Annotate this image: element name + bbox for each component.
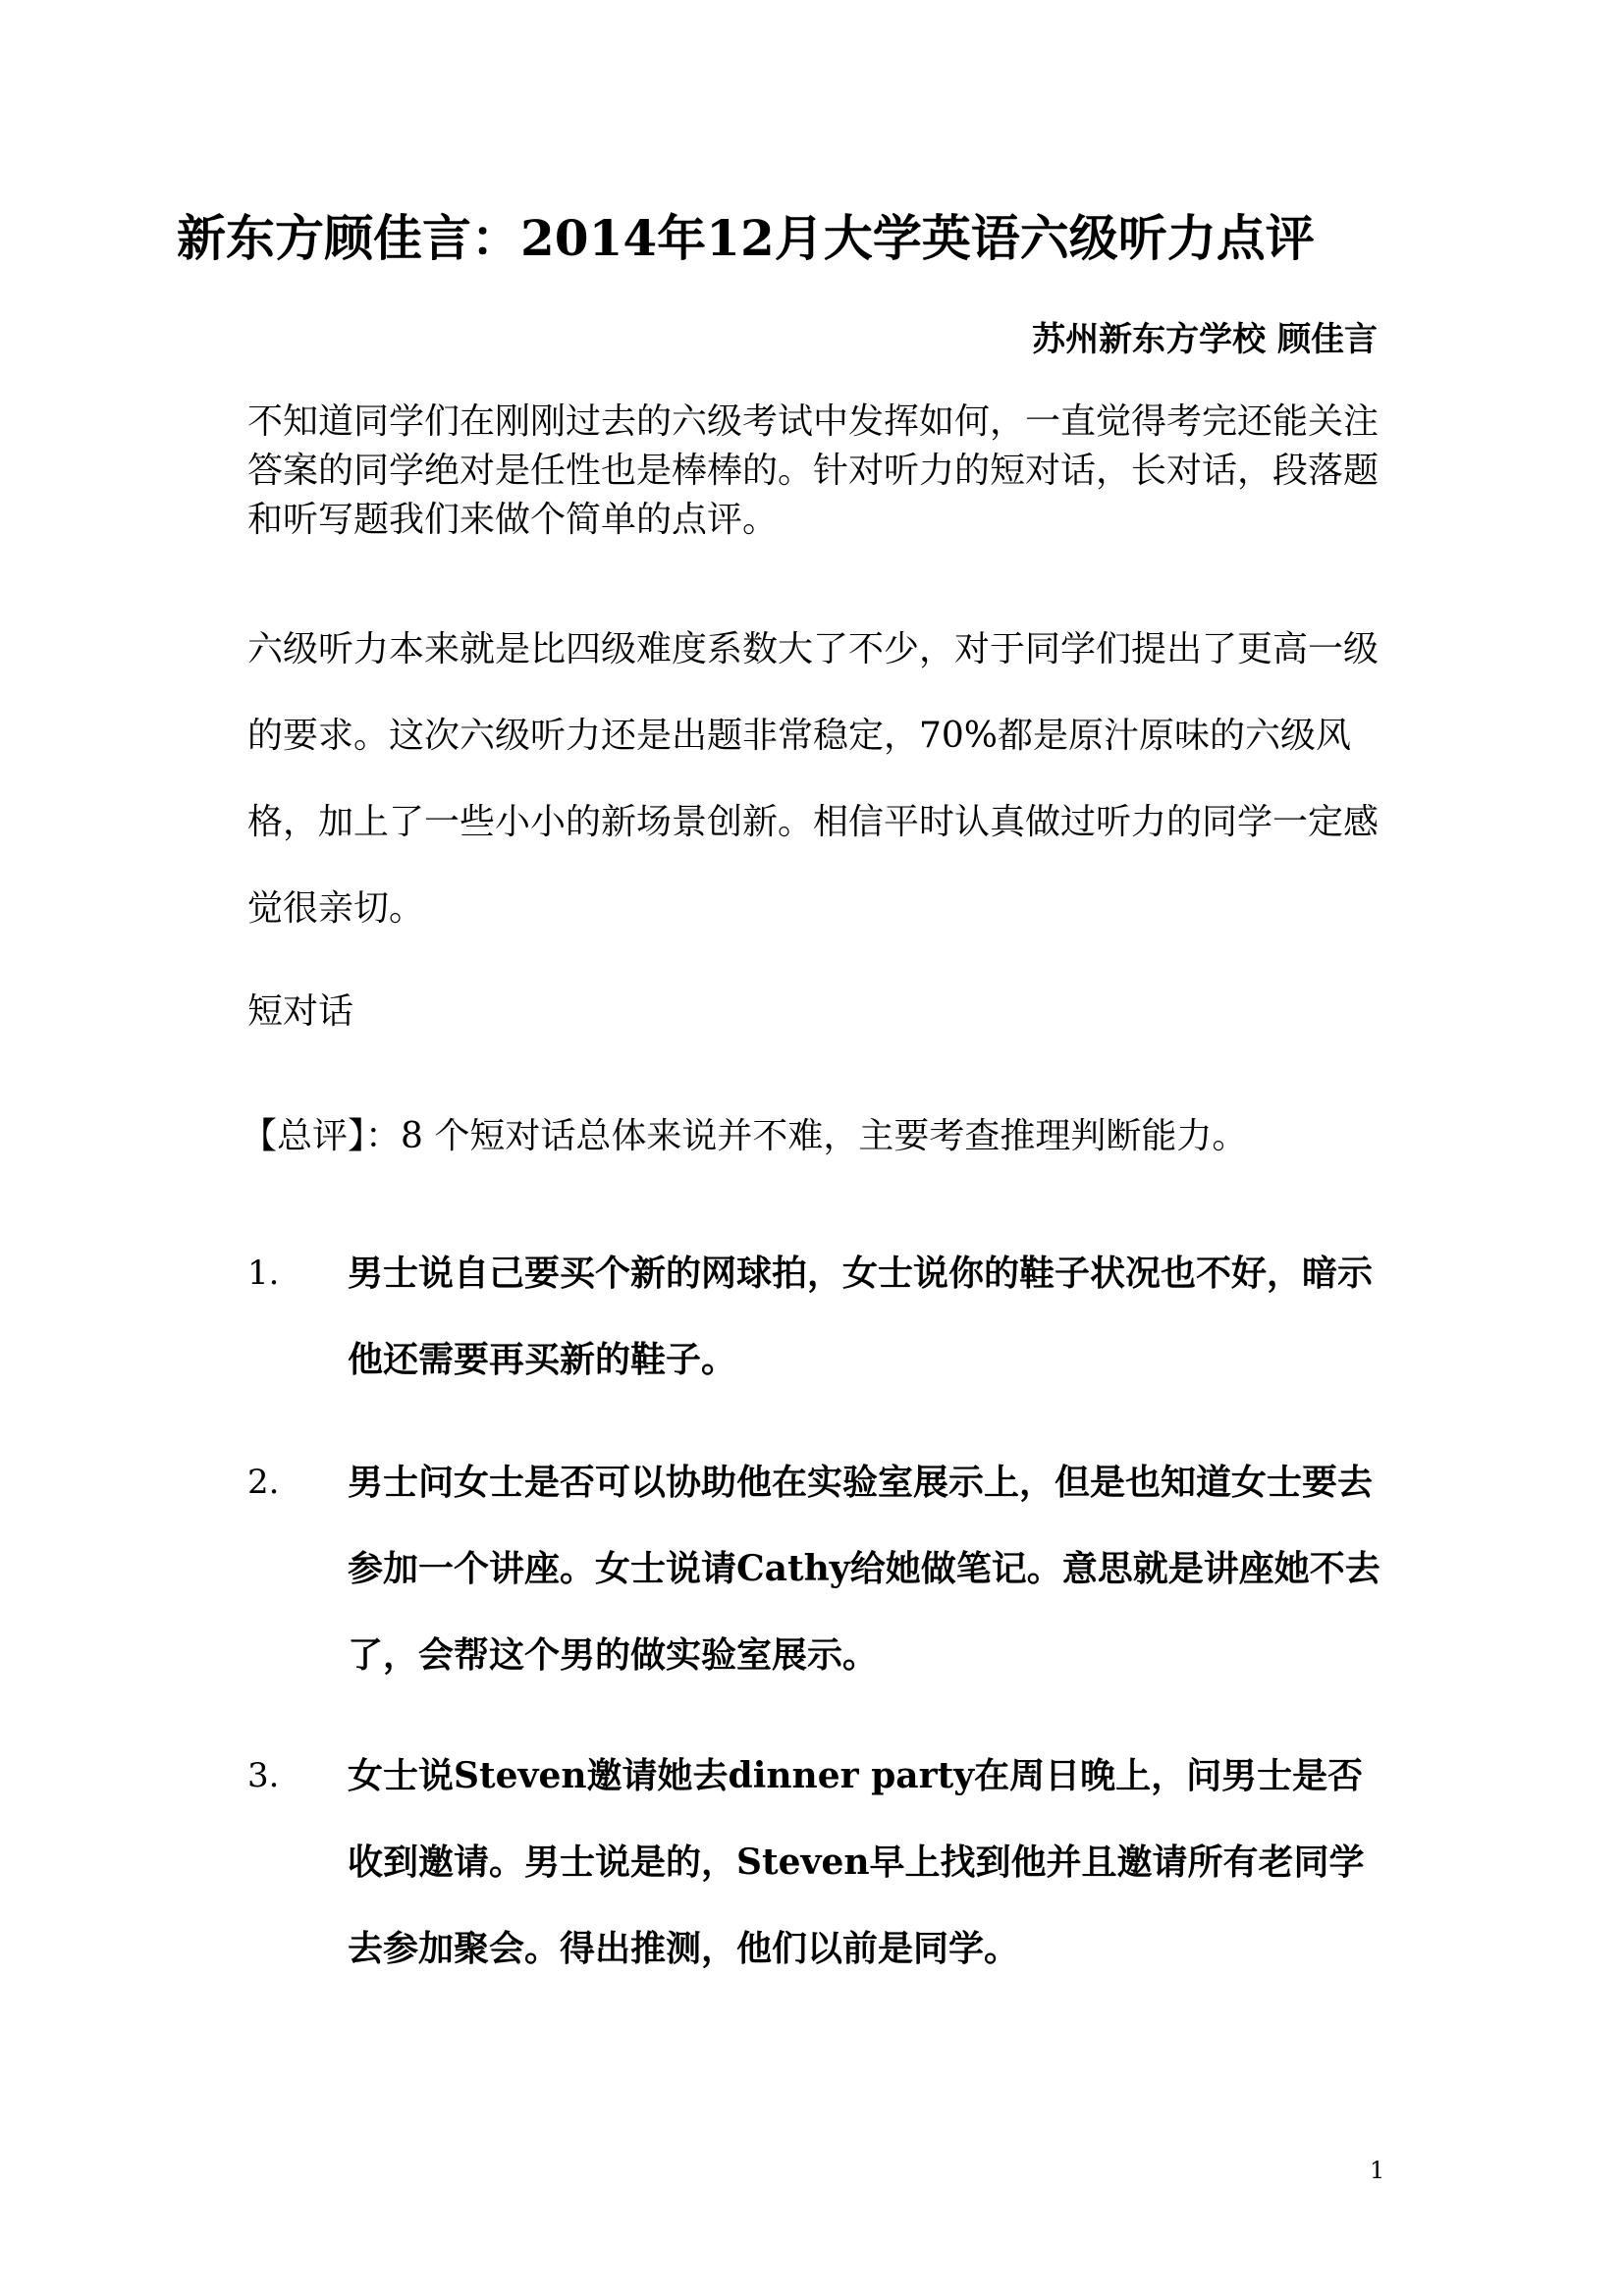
intro-paragraph: 不知道同学们在刚刚过去的六级考试中发挥如何，一直觉得考完还能关注答案的同学绝对是任性也是棒棒的。针对听力的短对话，长对话，段落题和听写题我们来做个简单的点评。 bbox=[247, 401, 1380, 540]
section-heading: 短对话 bbox=[247, 991, 354, 1032]
summary-paragraph: 【总评】：8 个短对话总体来说并不难，主要考查推理判断能力。 bbox=[242, 1116, 1248, 1156]
overview-paragraph: 六级听力本来就是比四级难度系数大了不少，对于同学们提出了更高一级的要求。这次六级听力还是出题非常稳定，70%都是原汁原味的六级风格，加上了一些小小的新场景创新。相信平时认真做过听力的同学一定感觉很亲切。 bbox=[247, 629, 1380, 929]
page-number: 1 bbox=[1370, 2157, 1385, 2184]
list-item-text: 男士问女士是否可以协助他在实验室展示上，但是也知道女士要去参加一个讲座。女士说请Cathy给她做笔记。意思就是讲座她不去了，会帮这个男的做实验室展示。 bbox=[348, 1462, 1380, 1676]
author-line: 苏州新东方学校 顾佳言 bbox=[1032, 320, 1378, 359]
list-item-text: 女士说Steven邀请她去dinner party在周日晚上，问男士是否收到邀请。男士说是的，Steven早上找到他并且邀请所有老同学去参加聚会。得出推测，他们以前是同学。 bbox=[348, 1755, 1365, 1969]
list-item-text: 男士说自己要买个新的网球拍，女士说你的鞋子状况也不好，暗示他还需要再买新的鞋子。 bbox=[348, 1253, 1374, 1380]
list-item-number: 3. bbox=[247, 1756, 280, 1795]
list-item-number: 1. bbox=[247, 1254, 280, 1293]
list-item-number: 2. bbox=[247, 1463, 280, 1502]
document-title: 新东方顾佳言：2014年12月大学英语六级听力点评 bbox=[177, 209, 1315, 267]
